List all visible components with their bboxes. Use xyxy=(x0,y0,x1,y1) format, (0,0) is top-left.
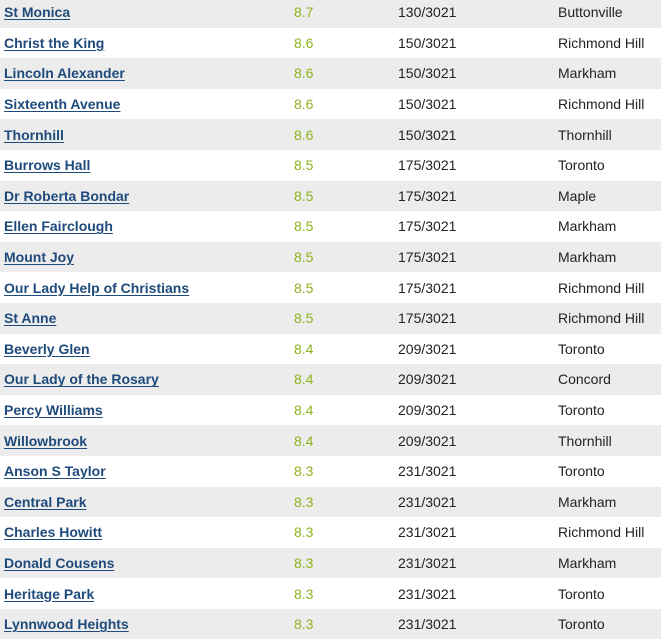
rating-cell: 8.5 xyxy=(294,218,314,235)
school-link[interactable]: Lincoln Alexander xyxy=(4,65,125,82)
school-name-cell xyxy=(0,395,294,426)
school-link[interactable]: Ellen Fairclough xyxy=(4,218,113,235)
city-cell: Richmond Hill xyxy=(558,279,645,296)
city-cell: Toronto xyxy=(558,609,661,640)
school-link[interactable]: Donald Cousens xyxy=(4,554,115,571)
school-name-cell xyxy=(0,517,294,548)
rank-cell: 231/3021 xyxy=(398,487,558,518)
table-row xyxy=(0,609,661,640)
city-cell: Markham xyxy=(558,548,661,579)
rating-cell: 8.5 xyxy=(294,157,314,174)
school-link[interactable]: Sixteenth Avenue xyxy=(4,96,121,113)
table-row xyxy=(0,272,661,303)
rank-cell: 231/3021 xyxy=(398,585,457,602)
rank-cell: 175/3021 xyxy=(398,242,558,273)
city-cell: Richmond Hill xyxy=(558,303,661,334)
school-link[interactable]: Mount Joy xyxy=(4,249,74,266)
table-row xyxy=(0,150,661,181)
rank-cell: 231/3021 xyxy=(398,463,457,480)
city-cell: Thornhill xyxy=(558,425,661,456)
school-name-cell xyxy=(0,364,294,395)
school-name-cell xyxy=(0,272,294,303)
rating-cell: 8.3 xyxy=(294,548,398,579)
school-link[interactable]: Burrows Hall xyxy=(4,157,91,174)
rating-cell: 8.3 xyxy=(294,609,398,640)
school-link[interactable]: Central Park xyxy=(4,493,87,510)
table-row xyxy=(0,58,661,89)
table-row xyxy=(0,456,661,487)
school-name-cell xyxy=(0,28,294,59)
rating-cell: 8.3 xyxy=(294,524,314,541)
school-name-cell xyxy=(0,425,294,456)
rating-cell: 8.6 xyxy=(294,96,314,113)
school-name-cell xyxy=(0,0,294,28)
rank-cell: 231/3021 xyxy=(398,548,558,579)
rating-cell: 8.5 xyxy=(294,279,314,296)
school-link[interactable]: Charles Howitt xyxy=(4,524,103,541)
city-cell: Toronto xyxy=(558,402,605,419)
rating-cell: 8.5 xyxy=(294,303,398,334)
school-link[interactable]: St Anne xyxy=(4,310,57,327)
rating-cell: 8.4 xyxy=(294,340,314,357)
school-name-cell xyxy=(0,456,294,487)
school-link[interactable]: Dr Roberta Bondar xyxy=(4,187,130,204)
rating-cell: 8.7 xyxy=(294,0,398,28)
city-cell: Maple xyxy=(558,181,661,212)
city-cell: Markham xyxy=(558,242,661,273)
school-link[interactable]: St Monica xyxy=(4,4,71,21)
city-cell: Richmond Hill xyxy=(558,34,645,51)
table-row xyxy=(0,303,661,334)
school-link[interactable]: Willowbrook xyxy=(4,432,88,449)
city-cell: Markham xyxy=(558,487,661,518)
rating-cell: 8.4 xyxy=(294,364,398,395)
rank-cell: 209/3021 xyxy=(398,425,558,456)
rating-cell: 8.3 xyxy=(294,585,314,602)
school-name-cell xyxy=(0,89,294,120)
table-row xyxy=(0,0,661,28)
rating-cell: 8.6 xyxy=(294,119,398,150)
school-name-cell xyxy=(0,119,294,150)
city-cell: Markham xyxy=(558,218,617,235)
table-row xyxy=(0,89,661,120)
rating-cell: 8.6 xyxy=(294,58,398,89)
school-link[interactable]: Our Lady Help of Christians xyxy=(4,279,190,296)
school-name-cell xyxy=(0,578,294,609)
table-row xyxy=(0,242,661,273)
school-link[interactable]: Percy Williams xyxy=(4,402,103,419)
rank-cell: 150/3021 xyxy=(398,119,558,150)
school-name-cell xyxy=(0,150,294,181)
school-link[interactable]: Our Lady of the Rosary xyxy=(4,371,159,388)
rank-cell: 209/3021 xyxy=(398,364,558,395)
school-link[interactable]: Beverly Glen xyxy=(4,340,90,357)
rating-cell: 8.4 xyxy=(294,425,398,456)
rating-cell: 8.4 xyxy=(294,402,314,419)
city-cell: Buttonville xyxy=(558,0,661,28)
school-link[interactable]: Christ the King xyxy=(4,34,105,51)
rank-cell: 175/3021 xyxy=(398,303,558,334)
table-row xyxy=(0,395,661,426)
table-row xyxy=(0,487,661,518)
city-cell: Concord xyxy=(558,364,661,395)
rank-cell: 175/3021 xyxy=(398,157,457,174)
rank-cell: 175/3021 xyxy=(398,279,457,296)
school-name-cell xyxy=(0,334,294,365)
rank-cell: 175/3021 xyxy=(398,181,558,212)
rating-cell: 8.3 xyxy=(294,487,398,518)
school-name-cell xyxy=(0,181,294,212)
city-cell: Thornhill xyxy=(558,119,661,150)
table-row xyxy=(0,28,661,59)
city-cell: Toronto xyxy=(558,585,605,602)
school-name-cell xyxy=(0,487,294,518)
rank-cell: 150/3021 xyxy=(398,34,457,51)
city-cell: Toronto xyxy=(558,340,605,357)
school-link[interactable]: Thornhill xyxy=(4,126,64,143)
city-cell: Toronto xyxy=(558,157,605,174)
school-name-cell xyxy=(0,242,294,273)
rank-cell: 130/3021 xyxy=(398,0,558,28)
rating-cell: 8.3 xyxy=(294,463,314,480)
school-name-cell xyxy=(0,303,294,334)
rank-cell: 231/3021 xyxy=(398,524,457,541)
rating-cell: 8.5 xyxy=(294,181,398,212)
school-name-cell xyxy=(0,548,294,579)
city-cell: Toronto xyxy=(558,463,605,480)
rank-cell: 209/3021 xyxy=(398,340,457,357)
rank-cell: 150/3021 xyxy=(398,96,457,113)
city-cell: Richmond Hill xyxy=(558,524,645,541)
table-row xyxy=(0,334,661,365)
table-row xyxy=(0,548,661,579)
school-link[interactable]: Heritage Park xyxy=(4,585,95,602)
table-row xyxy=(0,364,661,395)
table-row xyxy=(0,425,661,456)
school-name-cell xyxy=(0,211,294,242)
city-cell: Richmond Hill xyxy=(558,96,645,113)
rating-cell: 8.5 xyxy=(294,242,398,273)
school-name-cell xyxy=(0,609,294,640)
table-row xyxy=(0,119,661,150)
table-row xyxy=(0,211,661,242)
rank-cell: 175/3021 xyxy=(398,218,457,235)
table-row xyxy=(0,181,661,212)
school-link[interactable]: Lynnwood Heights xyxy=(4,616,129,633)
school-link[interactable]: Anson S Taylor xyxy=(4,463,106,480)
rank-cell: 231/3021 xyxy=(398,609,558,640)
rank-cell: 150/3021 xyxy=(398,58,558,89)
table-row xyxy=(0,517,661,548)
rating-cell: 8.6 xyxy=(294,34,314,51)
table-row xyxy=(0,578,661,609)
school-name-cell xyxy=(0,58,294,89)
city-cell: Markham xyxy=(558,58,661,89)
rank-cell: 209/3021 xyxy=(398,402,457,419)
